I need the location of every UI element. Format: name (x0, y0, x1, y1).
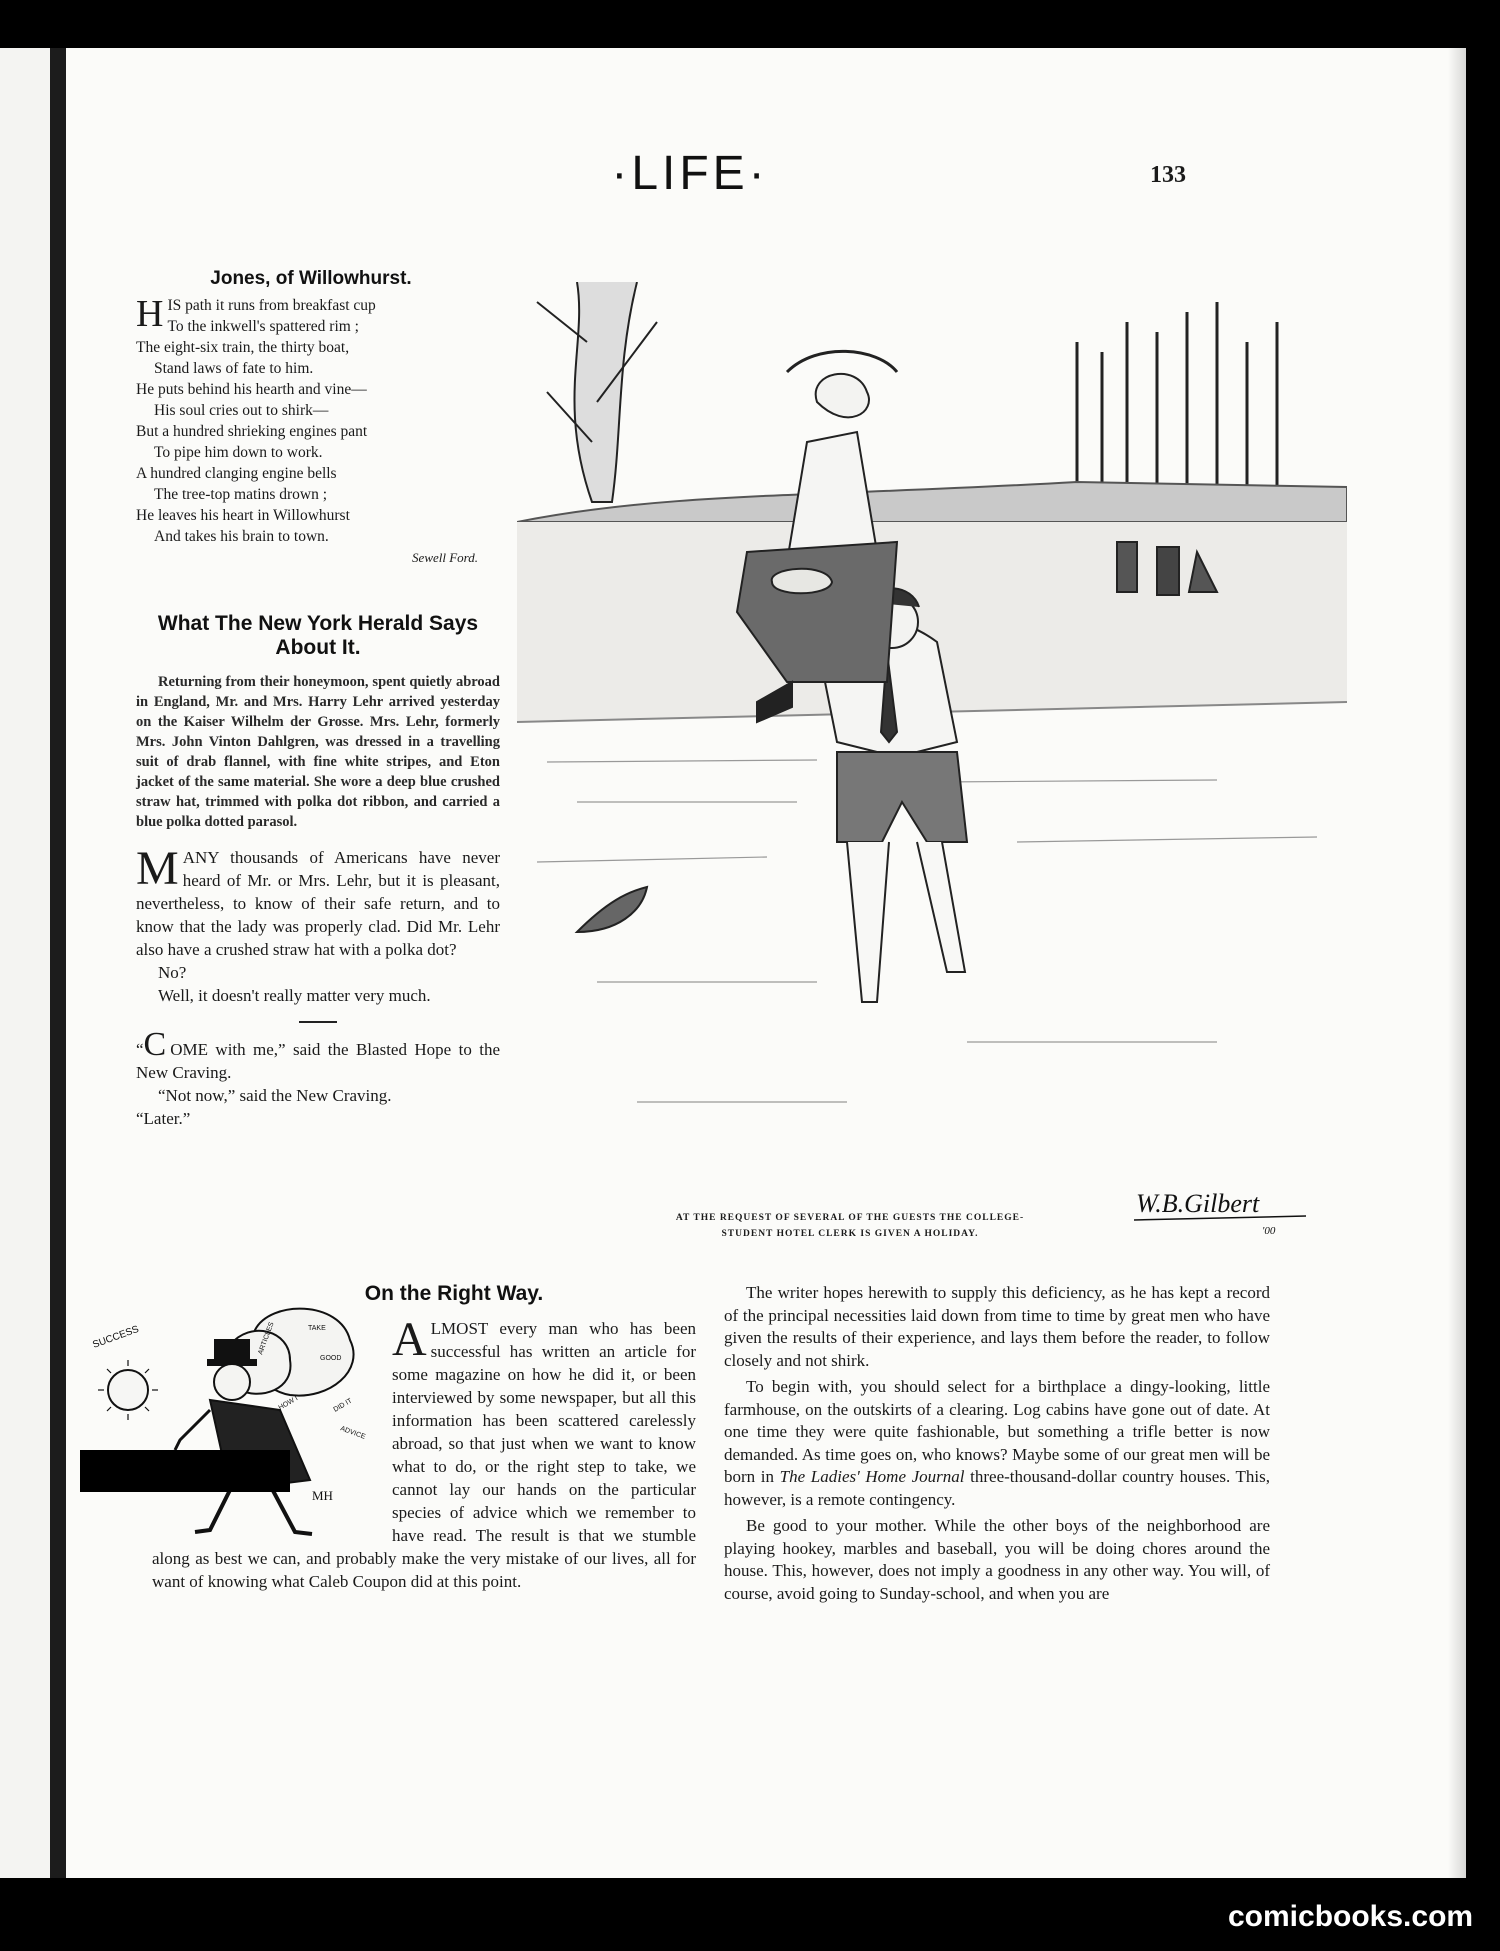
poem-line: Stand laws of fate to him. (154, 360, 314, 377)
signature-year: '00 (1262, 1225, 1276, 1237)
success-label: SUCCESS (91, 1323, 141, 1351)
cartoon-label: HOW I (277, 1395, 300, 1412)
page-number: 133 (1150, 162, 1186, 188)
poem-line: He puts behind his hearth and vine— (136, 381, 367, 398)
article-right (724, 1282, 1270, 1605)
quip-line: “Not now,” said the New Craving. (158, 1086, 392, 1105)
poem-line: His soul cries out to shirk— (154, 402, 329, 419)
herald-commentary (136, 842, 500, 1007)
drop-cap: M (136, 842, 179, 895)
cartoon-label: ARTICLES (257, 1321, 276, 1356)
poem-line: The tree-top matins drown ; (154, 486, 328, 503)
poem-line: To the inkwell's spattered rim ; (167, 318, 359, 335)
drop-cap: A (392, 1313, 427, 1366)
book-gutter (50, 48, 66, 1878)
herald-title: What The New York Herald Says About It. (157, 612, 479, 659)
poem-verse (136, 295, 486, 568)
journal-name: The Ladies' Home Journal (779, 1467, 965, 1486)
page-edge-shade (1448, 48, 1466, 1878)
artist-signature (1130, 1180, 1310, 1240)
illustration (517, 282, 1347, 1162)
section-divider (299, 1021, 337, 1023)
drop-cap: C (143, 1026, 167, 1063)
poem-line: The eight-six train, the thirty boat, (136, 339, 350, 356)
article-first-paragraph: LMOST every man who has been successful has written an article for some magazine on how he did it, or been interviewed by some newspaper, but all this information has been scattered carelessly abroad, so that just when we want to know what to do, or the right step to take, we cannot lay our hands on the particular species of advice which we remember to have read. The result is that we stumble along as best we can, and probably make the very mistake of our lives, all for want of knowing what Caleb Coupon did at this point. (152, 1319, 696, 1591)
cartoon-label: TAKE (308, 1325, 326, 1332)
quip (136, 1026, 500, 1130)
caption-line: STUDENT HOTEL CLERK IS GIVEN A HOLIDAY. (721, 1229, 979, 1239)
success-cartoon (80, 1300, 420, 1540)
herald-body: ANY thousands of Americans have never heard of Mr. or Mrs. Lehr, but it is pleasant, nevertheless, to know of their safe return, and to know that the lady was properly clad. Did Mr. Lehr also have a crushed straw hat with a polka dot? (136, 848, 500, 959)
drop-cap: H (136, 293, 164, 335)
poem-stanza (136, 379, 486, 463)
article-paragraph: Be good to your mother. While the other boys of the neighborhood are playing hookey, marbles and baseball, you will be doing chores around the house. This, however, does not imply a goodness in any other way. You will, of course, avoid going to Sunday-school, and when you are (724, 1516, 1270, 1603)
poem-line: And takes his brain to town. (154, 528, 329, 545)
poem-stanza (136, 295, 486, 379)
cartoon-label: DID IT (332, 1397, 354, 1414)
signature-text: W.B.Gilbert (1136, 1189, 1260, 1218)
quip-line: OME with me,” said the Blasted Hope to the New Craving. (136, 1040, 500, 1082)
quip-open-quote: “ (136, 1040, 144, 1059)
article-paragraph (724, 1376, 1270, 1511)
poem-title: Jones, of Willowhurst. (210, 268, 412, 289)
poem-stanza (136, 463, 486, 547)
cartoon-label: ADVICE (339, 1425, 367, 1441)
poem-author: Sewell Ford. (412, 550, 478, 565)
poem-line: To pipe him down to work. (154, 444, 323, 461)
poem-line: A hundred clanging engine bells (136, 465, 337, 482)
site-watermark: comicbooks.com (1228, 1900, 1474, 1933)
cartoon-label: GOOD (320, 1355, 342, 1362)
herald-quote: Returning from their honeymoon, spent quietly abroad in England, Mr. and Mrs. Harry Lehr arrived yesterday on the Kaiser Wilhelm der Grosse. Mrs. Lehr, formerly Mrs. John Vinton Dahlgren, was dressed in a travelling suit of drab flannel, with fine white stripes, and Eton jacket of the same material. She wore a deep blue crushed straw hat, trimmed with polka dot ribbon, and carried a blue polka dotted parasol. (136, 674, 500, 830)
cartoon-initials: MH (312, 1488, 333, 1503)
caption-line: AT THE REQUEST OF SEVERAL OF THE GUESTS THE COLLEGE- (675, 1213, 1025, 1223)
quip-line: “Later.” (136, 1109, 191, 1128)
black-banner (80, 1450, 290, 1492)
poem (136, 268, 486, 568)
poem-line: IS path it runs from breakfast cup (167, 297, 376, 314)
herald-well: Well, it doesn't really matter very much. (158, 986, 431, 1005)
article-text: To begin with, you should select for a birthplace a dingy-looking, little farmhouse, on the outskirts of a clearing. Log cabins have gone out of date. At one time they were quite fashionable, but something a trifle better is now demanded. As time goes on, who knows? Maybe some of our great men will be born in (724, 1377, 1270, 1486)
article-text: three-thousand-dollar country houses. This, however, is a remote contingency. (724, 1467, 1270, 1509)
article-paragraph: The writer hopes herewith to supply this deficiency, as he has kept a record of the principal necessities laid down from time to time by great men who have given the results of their experience, and lays them before the reader, to follow closely and not shirk. (724, 1283, 1270, 1370)
masthead: ·LIFE· (611, 147, 769, 200)
adjacent-page-edge (0, 48, 50, 1878)
poem-line: But a hundred shrieking engines pant (136, 423, 368, 440)
herald-section (136, 612, 500, 1130)
poem-line: He leaves his heart in Willowhurst (136, 507, 350, 524)
article-title: On the Right Way. (364, 1282, 544, 1305)
herald-no: No? (158, 963, 187, 982)
illustration-caption (590, 1210, 1110, 1242)
